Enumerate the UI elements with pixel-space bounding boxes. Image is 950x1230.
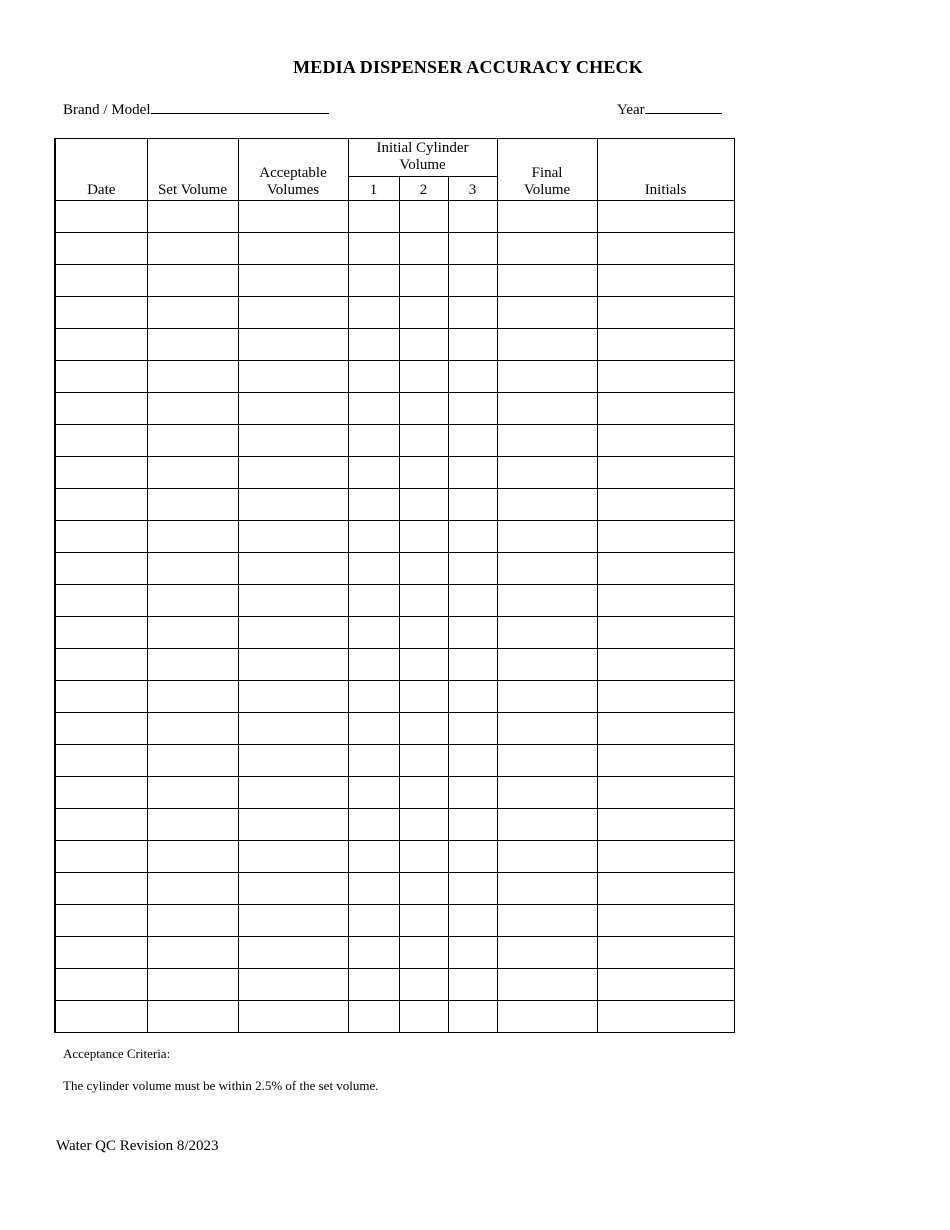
cell-date[interactable]: [55, 969, 147, 1001]
cell-acceptable-volumes[interactable]: [238, 425, 348, 457]
cell-date[interactable]: [55, 393, 147, 425]
cell-date[interactable]: [55, 233, 147, 265]
cell-final-volume[interactable]: [497, 393, 597, 425]
cell-acceptable-volumes[interactable]: [238, 681, 348, 713]
cell-date[interactable]: [55, 649, 147, 681]
cell-acceptable-volumes[interactable]: [238, 201, 348, 233]
cell-final-volume[interactable]: [497, 361, 597, 393]
header-initial-cylinder-volume-line2: Volume: [399, 157, 446, 173]
cell-trial-3[interactable]: [448, 681, 497, 713]
cell-date[interactable]: [55, 361, 147, 393]
table-row: [55, 713, 734, 745]
cell-set-volume[interactable]: [147, 233, 238, 265]
cell-initials[interactable]: [597, 329, 734, 361]
cell-set-volume[interactable]: [147, 969, 238, 1001]
cell-acceptable-volumes[interactable]: [238, 553, 348, 585]
header-acceptable-volumes: [238, 139, 348, 201]
cell-final-volume[interactable]: [497, 841, 597, 873]
header-set-volume: Set Volume: [147, 139, 238, 201]
cell-set-volume[interactable]: [147, 521, 238, 553]
cell-trial-3[interactable]: [448, 425, 497, 457]
cell-final-volume[interactable]: [497, 681, 597, 713]
cell-trial-2[interactable]: [399, 201, 448, 233]
cell-trial-3[interactable]: [448, 297, 497, 329]
cell-set-volume[interactable]: [147, 937, 238, 969]
cell-trial-3[interactable]: [448, 905, 497, 937]
cell-final-volume[interactable]: [497, 265, 597, 297]
cell-set-volume[interactable]: [147, 265, 238, 297]
cell-trial-3[interactable]: [448, 777, 497, 809]
cell-trial-3[interactable]: [448, 457, 497, 489]
cell-date[interactable]: [55, 457, 147, 489]
cell-trial-1[interactable]: [348, 809, 399, 841]
cell-date[interactable]: [55, 297, 147, 329]
cell-trial-3[interactable]: [448, 841, 497, 873]
cell-final-volume[interactable]: [497, 233, 597, 265]
table-row: [55, 521, 734, 553]
acceptance-criteria-text: The cylinder volume must be within 2.5% of the set volume.: [63, 1078, 379, 1093]
cell-trial-1[interactable]: [348, 681, 399, 713]
cell-acceptable-volumes[interactable]: [238, 489, 348, 521]
cell-trial-3[interactable]: [448, 361, 497, 393]
cell-initials[interactable]: [597, 553, 734, 585]
cell-final-volume[interactable]: [497, 457, 597, 489]
cell-date[interactable]: [55, 425, 147, 457]
table-row: [55, 553, 734, 585]
cell-final-volume[interactable]: [497, 1001, 597, 1033]
cell-trial-1[interactable]: [348, 937, 399, 969]
cell-trial-2[interactable]: [399, 969, 448, 1001]
cell-initials[interactable]: [597, 873, 734, 905]
cell-initials[interactable]: [597, 393, 734, 425]
brand-model-blank-line[interactable]: [151, 99, 329, 114]
cell-acceptable-volumes[interactable]: [238, 969, 348, 1001]
cell-acceptable-volumes[interactable]: [238, 617, 348, 649]
cell-date[interactable]: [55, 713, 147, 745]
cell-trial-3[interactable]: [448, 937, 497, 969]
cell-trial-1[interactable]: [348, 617, 399, 649]
cell-trial-3[interactable]: [448, 489, 497, 521]
table-row: [55, 649, 734, 681]
cell-set-volume[interactable]: [147, 1001, 238, 1033]
cell-set-volume[interactable]: [147, 809, 238, 841]
cell-initials[interactable]: [597, 617, 734, 649]
header-trial-1: 1: [348, 177, 399, 201]
header-acceptable-volumes-line2: Volumes: [266, 182, 320, 198]
cell-initials[interactable]: [597, 297, 734, 329]
cell-trial-1[interactable]: [348, 777, 399, 809]
table-body: [55, 201, 734, 1033]
cell-trial-2[interactable]: [399, 1001, 448, 1033]
cell-trial-1[interactable]: [348, 841, 399, 873]
cell-acceptable-volumes[interactable]: [238, 873, 348, 905]
cell-initials[interactable]: [597, 521, 734, 553]
cell-trial-1[interactable]: [348, 649, 399, 681]
cell-date[interactable]: [55, 585, 147, 617]
cell-date[interactable]: [55, 777, 147, 809]
table-row: [55, 809, 734, 841]
table-row: [55, 361, 734, 393]
cell-trial-3[interactable]: [448, 745, 497, 777]
cell-trial-1[interactable]: [348, 553, 399, 585]
cell-initials[interactable]: [597, 361, 734, 393]
cell-trial-3[interactable]: [448, 1001, 497, 1033]
cell-set-volume[interactable]: [147, 905, 238, 937]
table-row: [55, 873, 734, 905]
cell-initials[interactable]: [597, 585, 734, 617]
cell-set-volume[interactable]: [147, 553, 238, 585]
cell-trial-1[interactable]: [348, 297, 399, 329]
cell-trial-1[interactable]: [348, 489, 399, 521]
cell-final-volume[interactable]: [497, 777, 597, 809]
cell-initials[interactable]: [597, 457, 734, 489]
table-row: [55, 393, 734, 425]
cell-trial-1[interactable]: [348, 905, 399, 937]
cell-trial-1[interactable]: [348, 745, 399, 777]
table-row: [55, 841, 734, 873]
header-initial-cylinder-volume: [348, 139, 497, 177]
brand-model-field[interactable]: [63, 99, 329, 119]
table-row: [55, 745, 734, 777]
cell-final-volume[interactable]: [497, 297, 597, 329]
cell-final-volume[interactable]: [497, 425, 597, 457]
cell-trial-2[interactable]: [399, 937, 448, 969]
cell-final-volume[interactable]: [497, 329, 597, 361]
cell-trial-1[interactable]: [348, 585, 399, 617]
header-initials: Initials: [597, 139, 734, 201]
cell-trial-2[interactable]: [399, 617, 448, 649]
cell-final-volume[interactable]: [497, 745, 597, 777]
cell-acceptable-volumes[interactable]: [238, 745, 348, 777]
cell-trial-3[interactable]: [448, 329, 497, 361]
table-row: [55, 489, 734, 521]
cell-trial-2[interactable]: [399, 649, 448, 681]
cell-acceptable-volumes[interactable]: [238, 937, 348, 969]
cell-set-volume[interactable]: [147, 745, 238, 777]
cell-trial-2[interactable]: [399, 745, 448, 777]
cell-acceptable-volumes[interactable]: [238, 233, 348, 265]
cell-final-volume[interactable]: [497, 553, 597, 585]
cell-final-volume[interactable]: [497, 873, 597, 905]
table-row: [55, 265, 734, 297]
cell-trial-3[interactable]: [448, 521, 497, 553]
cell-trial-1[interactable]: [348, 425, 399, 457]
cell-final-volume[interactable]: [497, 649, 597, 681]
cell-trial-3[interactable]: [448, 233, 497, 265]
cell-set-volume[interactable]: [147, 489, 238, 521]
cell-initials[interactable]: [597, 713, 734, 745]
cell-trial-2[interactable]: [399, 873, 448, 905]
cell-set-volume[interactable]: [147, 777, 238, 809]
cell-date[interactable]: [55, 681, 147, 713]
cell-trial-3[interactable]: [448, 553, 497, 585]
cell-final-volume[interactable]: [497, 617, 597, 649]
cell-set-volume[interactable]: [147, 457, 238, 489]
cell-initials[interactable]: [597, 489, 734, 521]
cell-initials[interactable]: [597, 681, 734, 713]
table-row: [55, 617, 734, 649]
cell-set-volume[interactable]: [147, 585, 238, 617]
header-trial-2: 2: [399, 177, 448, 201]
cell-final-volume[interactable]: [497, 521, 597, 553]
cell-acceptable-volumes[interactable]: [238, 713, 348, 745]
revision-footer: Water QC Revision 8/2023: [56, 1138, 219, 1154]
cell-initials[interactable]: [597, 649, 734, 681]
cell-set-volume[interactable]: [147, 361, 238, 393]
cell-trial-2[interactable]: [399, 905, 448, 937]
cell-acceptable-volumes[interactable]: [238, 329, 348, 361]
cell-date[interactable]: [55, 745, 147, 777]
cell-trial-1[interactable]: [348, 713, 399, 745]
cell-date[interactable]: [55, 521, 147, 553]
cell-acceptable-volumes[interactable]: [238, 841, 348, 873]
cell-trial-2[interactable]: [399, 265, 448, 297]
cell-set-volume[interactable]: [147, 649, 238, 681]
cell-initials[interactable]: [597, 425, 734, 457]
table-row: [55, 425, 734, 457]
cell-trial-3[interactable]: [448, 873, 497, 905]
cell-trial-1[interactable]: [348, 457, 399, 489]
cell-date[interactable]: [55, 937, 147, 969]
cell-set-volume[interactable]: [147, 841, 238, 873]
cell-final-volume[interactable]: [497, 713, 597, 745]
cell-trial-1[interactable]: [348, 201, 399, 233]
cell-trial-1[interactable]: [348, 361, 399, 393]
header-trial-3: 3: [448, 177, 497, 201]
cell-trial-2[interactable]: [399, 489, 448, 521]
cell-acceptable-volumes[interactable]: [238, 649, 348, 681]
cell-acceptable-volumes[interactable]: [238, 521, 348, 553]
table-row: [55, 585, 734, 617]
cell-acceptable-volumes[interactable]: [238, 1001, 348, 1033]
cell-trial-2[interactable]: [399, 809, 448, 841]
table-row: [55, 777, 734, 809]
table-row: [55, 1001, 734, 1033]
cell-date[interactable]: [55, 809, 147, 841]
cell-initials[interactable]: [597, 265, 734, 297]
cell-initials[interactable]: [597, 1001, 734, 1033]
cell-final-volume[interactable]: [497, 937, 597, 969]
cell-initials[interactable]: [597, 969, 734, 1001]
acceptance-criteria-label: Acceptance Criteria:: [63, 1046, 171, 1061]
cell-acceptable-volumes[interactable]: [238, 457, 348, 489]
cell-set-volume[interactable]: [147, 873, 238, 905]
cell-trial-1[interactable]: [348, 329, 399, 361]
cell-initials[interactable]: [597, 937, 734, 969]
cell-trial-1[interactable]: [348, 873, 399, 905]
cell-set-volume[interactable]: [147, 425, 238, 457]
table-row: [55, 297, 734, 329]
cell-date[interactable]: [55, 873, 147, 905]
cell-set-volume[interactable]: [147, 329, 238, 361]
cell-trial-2[interactable]: [399, 841, 448, 873]
cell-date[interactable]: [55, 905, 147, 937]
year-label: Year: [617, 102, 645, 118]
table-row: [55, 201, 734, 233]
cell-set-volume[interactable]: [147, 201, 238, 233]
cell-initials[interactable]: [597, 777, 734, 809]
cell-initials[interactable]: [597, 841, 734, 873]
cell-trial-3[interactable]: [448, 585, 497, 617]
cell-acceptable-volumes[interactable]: [238, 265, 348, 297]
cell-trial-1[interactable]: [348, 969, 399, 1001]
cell-trial-3[interactable]: [448, 265, 497, 297]
cell-trial-2[interactable]: [399, 361, 448, 393]
cell-trial-1[interactable]: [348, 1001, 399, 1033]
table-row: [55, 233, 734, 265]
cell-trial-3[interactable]: [448, 201, 497, 233]
cell-trial-2[interactable]: [399, 425, 448, 457]
brand-model-label: Brand / Model: [63, 102, 151, 118]
cell-date[interactable]: [55, 201, 147, 233]
cell-trial-3[interactable]: [448, 809, 497, 841]
cell-trial-1[interactable]: [348, 265, 399, 297]
cell-trial-2[interactable]: [399, 681, 448, 713]
cell-acceptable-volumes[interactable]: [238, 361, 348, 393]
year-field[interactable]: [617, 99, 722, 119]
cell-final-volume[interactable]: [497, 489, 597, 521]
cell-date[interactable]: [55, 489, 147, 521]
cell-acceptable-volumes[interactable]: [238, 777, 348, 809]
header-final-volume-line2: Volume: [523, 182, 571, 198]
cell-trial-2[interactable]: [399, 233, 448, 265]
cell-date[interactable]: [55, 329, 147, 361]
cell-set-volume[interactable]: [147, 713, 238, 745]
cell-trial-2[interactable]: [399, 521, 448, 553]
cell-trial-1[interactable]: [348, 393, 399, 425]
cell-trial-3[interactable]: [448, 713, 497, 745]
table-row: [55, 937, 734, 969]
cell-date[interactable]: [55, 841, 147, 873]
table-row: [55, 905, 734, 937]
cell-date[interactable]: [55, 265, 147, 297]
cell-set-volume[interactable]: [147, 617, 238, 649]
cell-trial-1[interactable]: [348, 521, 399, 553]
cell-final-volume[interactable]: [497, 905, 597, 937]
header-final-volume: [497, 139, 597, 201]
cell-initials[interactable]: [597, 201, 734, 233]
cell-final-volume[interactable]: [497, 201, 597, 233]
cell-trial-2[interactable]: [399, 553, 448, 585]
cell-acceptable-volumes[interactable]: [238, 297, 348, 329]
cell-trial-3[interactable]: [448, 649, 497, 681]
cell-initials[interactable]: [597, 809, 734, 841]
cell-initials[interactable]: [597, 745, 734, 777]
cell-trial-2[interactable]: [399, 713, 448, 745]
cell-acceptable-volumes[interactable]: [238, 905, 348, 937]
accuracy-log-table: [54, 138, 735, 1033]
cell-date[interactable]: [55, 617, 147, 649]
cell-final-volume[interactable]: [497, 809, 597, 841]
cell-trial-2[interactable]: [399, 777, 448, 809]
header-final-volume-line1: Final: [531, 165, 563, 181]
page-title: MEDIA DISPENSER ACCURACY CHECK: [293, 57, 643, 77]
cell-initials[interactable]: [597, 233, 734, 265]
header-acceptable-volumes-line1: Acceptable: [259, 165, 327, 181]
cell-date[interactable]: [55, 553, 147, 585]
cell-trial-3[interactable]: [448, 617, 497, 649]
cell-trial-2[interactable]: [399, 329, 448, 361]
cell-final-volume[interactable]: [497, 585, 597, 617]
table-row: [55, 457, 734, 489]
year-blank-line[interactable]: [645, 99, 722, 114]
cell-set-volume[interactable]: [147, 297, 238, 329]
cell-trial-2[interactable]: [399, 457, 448, 489]
cell-trial-2[interactable]: [399, 393, 448, 425]
header-initial-cylinder-volume-line1: Initial Cylinder: [376, 140, 469, 156]
cell-trial-2[interactable]: [399, 297, 448, 329]
cell-trial-2[interactable]: [399, 585, 448, 617]
cell-set-volume[interactable]: [147, 393, 238, 425]
table-row: [55, 329, 734, 361]
cell-final-volume[interactable]: [497, 969, 597, 1001]
header-date: Date: [55, 139, 147, 201]
cell-acceptable-volumes[interactable]: [238, 585, 348, 617]
cell-trial-3[interactable]: [448, 969, 497, 1001]
cell-acceptable-volumes[interactable]: [238, 809, 348, 841]
table-row: [55, 969, 734, 1001]
cell-initials[interactable]: [597, 905, 734, 937]
cell-trial-1[interactable]: [348, 233, 399, 265]
cell-acceptable-volumes[interactable]: [238, 393, 348, 425]
cell-date[interactable]: [55, 1001, 147, 1033]
table-row: [55, 681, 734, 713]
cell-set-volume[interactable]: [147, 681, 238, 713]
cell-trial-3[interactable]: [448, 393, 497, 425]
